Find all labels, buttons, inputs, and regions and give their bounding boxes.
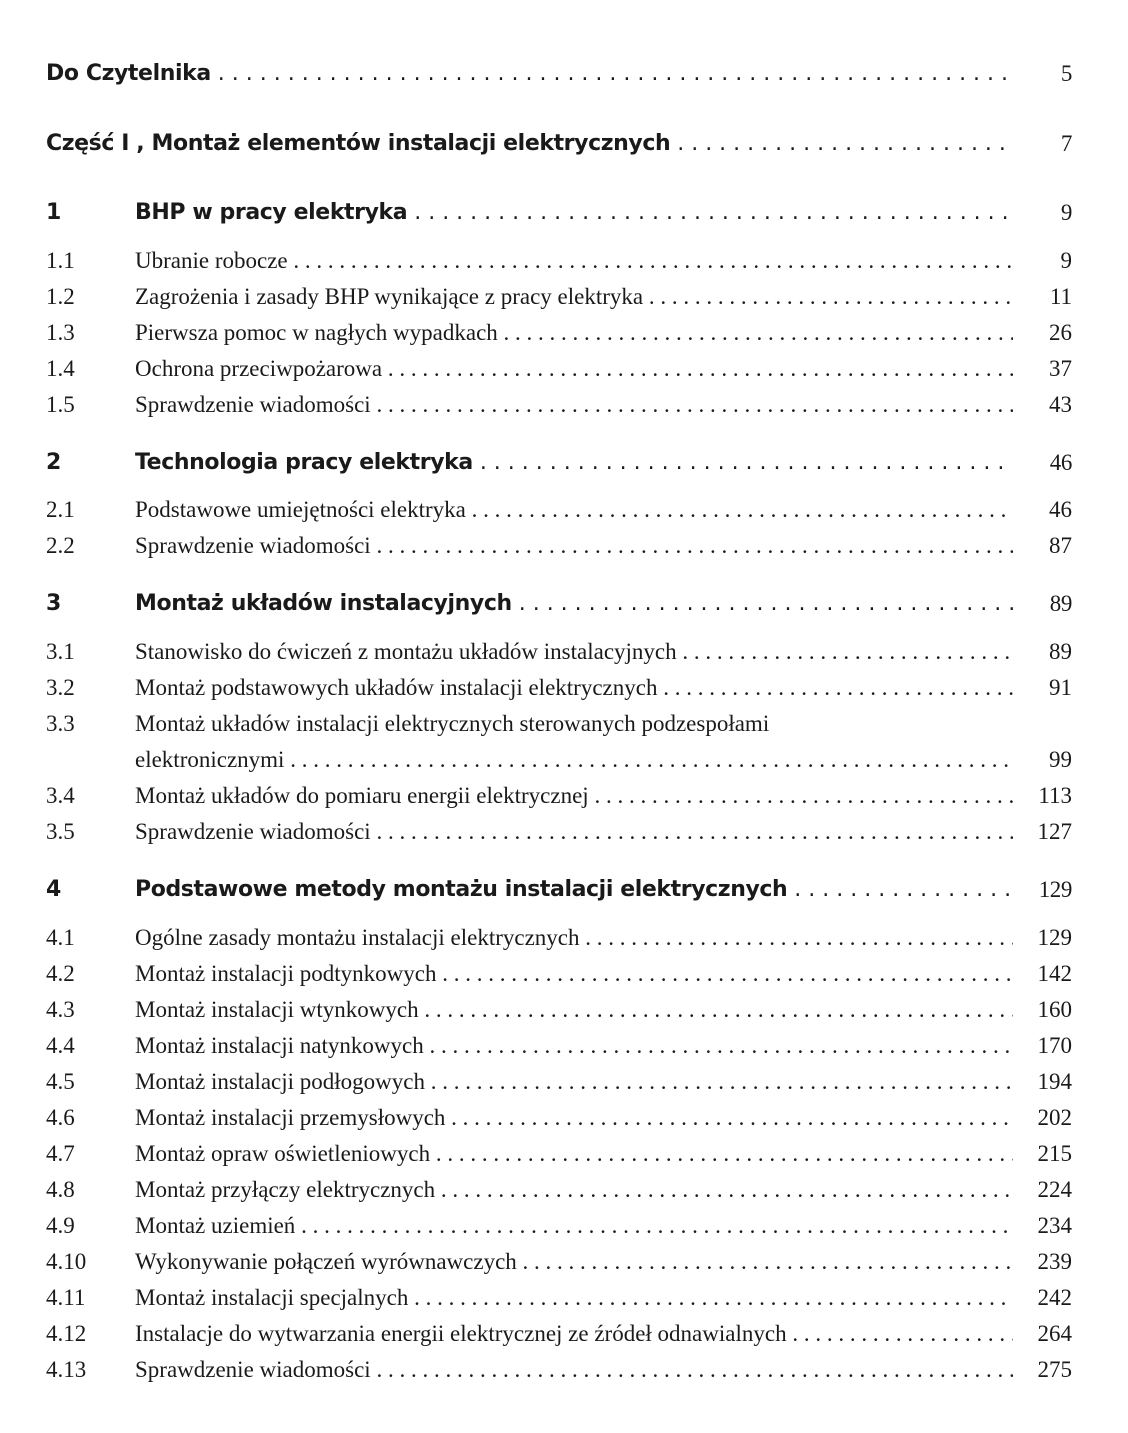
toc-chapter-title: Podstawowe metody montażu instalacji elektrycznych . . . (135, 872, 1013, 908)
toc-section-title-continued: elektronicznymi . . . (135, 742, 1013, 778)
toc-section-title: Montaż opraw oświetleniowych . . . (135, 1136, 1013, 1172)
toc-chapter-page: 9 (1060, 200, 1072, 225)
toc-entry-title: Do Czytelnika . . . (46, 56, 1013, 92)
toc-section-page: 129 (1037, 925, 1072, 950)
toc-section-number: 4.3 (46, 997, 75, 1022)
toc-entry-part (0, 126, 1128, 162)
toc-section-number: 4.8 (46, 1177, 75, 1202)
toc-section-title: Podstawowe umiejętności elektryka . . . (135, 492, 1013, 528)
toc-section-number: 4.2 (46, 961, 75, 986)
toc-section-page: 91 (1049, 675, 1072, 700)
toc-section-number: 2.1 (46, 497, 75, 522)
toc-section-number: 4.7 (46, 1141, 75, 1166)
toc-section-title: Montaż uziemień . . . (135, 1208, 1013, 1244)
toc-chapter-4 (0, 872, 1128, 908)
toc-chapter-2 (0, 445, 1128, 481)
toc-section-number: 4.5 (46, 1069, 75, 1094)
toc-section-title: Sprawdzenie wiadomości . . . (135, 814, 1013, 850)
toc-section (0, 1244, 1128, 1280)
toc-section (0, 279, 1128, 315)
toc-section-number: 3.4 (46, 783, 75, 808)
toc-chapter-1 (0, 195, 1128, 231)
toc-section-page: 202 (1037, 1105, 1072, 1130)
toc-section (0, 492, 1128, 528)
toc-section-page: 170 (1037, 1033, 1072, 1058)
toc-section-page: 127 (1037, 819, 1072, 844)
toc-section (0, 814, 1128, 850)
toc-section (0, 1064, 1128, 1100)
toc-section (0, 1100, 1128, 1136)
toc-section-number: 4.10 (46, 1249, 87, 1274)
toc-section-page: 239 (1037, 1249, 1072, 1274)
toc-section-number: 4.6 (46, 1105, 75, 1130)
toc-section-number: 4.13 (46, 1357, 87, 1382)
toc-section-title: Montaż instalacji wtynkowych . . . (135, 992, 1013, 1028)
toc-chapter-title: Technologia pracy elektryka . . . (135, 445, 1013, 481)
toc-section-page: 9 (1060, 248, 1072, 273)
toc-section-number: 4.9 (46, 1213, 75, 1238)
toc-section-title: Montaż podstawowych układów instalacji elektrycznych . . . (135, 670, 1013, 706)
toc-section-number: 4.12 (46, 1321, 87, 1346)
toc-section-title: Sprawdzenie wiadomości . . . (135, 387, 1013, 423)
toc-section (0, 992, 1128, 1028)
toc-section-page: 26 (1049, 320, 1072, 345)
toc-chapter-number: 2 (46, 450, 61, 475)
toc-section-title: Montaż instalacji podtynkowych . . . (135, 956, 1013, 992)
toc-section-title: Sprawdzenie wiadomości . . . (135, 528, 1013, 564)
toc-section-page: 37 (1049, 356, 1072, 381)
toc-section-title: Montaż układów instalacji elektrycznych sterowanych podzespołami (135, 711, 770, 736)
toc-chapter-page: 129 (1038, 877, 1072, 902)
toc-section-page: 11 (1049, 284, 1072, 309)
toc-section-number: 1.1 (46, 248, 75, 273)
toc-section-title: Montaż instalacji podłogowych . . . (135, 1064, 1013, 1100)
toc-section-title: Montaż przyłączy elektrycznych . . . (135, 1172, 1013, 1208)
toc-section-number: 2.2 (46, 533, 75, 558)
toc-section-number: 4.1 (46, 925, 75, 950)
toc-section-title: Montaż instalacji specjalnych . . . (135, 1280, 1013, 1316)
toc-section-page: 46 (1049, 497, 1072, 522)
toc-section-number: 4.4 (46, 1033, 75, 1058)
toc-section-page: 160 (1037, 997, 1072, 1022)
toc-section (0, 243, 1128, 279)
toc-section (0, 387, 1128, 423)
toc-section (0, 1028, 1128, 1064)
toc-section (0, 1136, 1128, 1172)
toc-section-page: 275 (1037, 1357, 1072, 1382)
toc-section-number: 3.3 (46, 711, 75, 736)
toc-chapter-page: 89 (1049, 591, 1072, 616)
toc-section (0, 1352, 1128, 1388)
toc-section-title: Ogólne zasady montażu instalacji elektrycznych . . . (135, 920, 1013, 956)
toc-section-page: 87 (1049, 533, 1072, 558)
toc-section-number: 1.4 (46, 356, 75, 381)
toc-section (0, 351, 1128, 387)
toc-section (0, 634, 1128, 670)
toc-section-continued (0, 742, 1128, 778)
toc-section (0, 1208, 1128, 1244)
toc-section-title: Instalacje do wytwarzania energii elektrycznej ze źródeł odnawialnych . . . (135, 1316, 1013, 1352)
toc-section (0, 670, 1128, 706)
toc-chapter-number: 4 (46, 877, 61, 902)
toc-section-title: Wykonywanie połączeń wyrównawczych . . . (135, 1244, 1013, 1280)
toc-section-number: 1.3 (46, 320, 75, 345)
toc-section-page: 89 (1049, 639, 1072, 664)
toc-section (0, 1172, 1128, 1208)
toc-entry-page: 5 (1060, 61, 1072, 86)
toc-section-title: Montaż instalacji przemysłowych . . . (135, 1100, 1013, 1136)
toc-section-page: 99 (1049, 747, 1072, 772)
toc-section-title: Pierwsza pomoc w nagłych wypadkach . . . (135, 315, 1013, 351)
toc-section-number: 3.5 (46, 819, 75, 844)
toc-section (0, 920, 1128, 956)
toc-section-title: Sprawdzenie wiadomości . . . (135, 1352, 1013, 1388)
toc-section-title: Montaż instalacji natynkowych . . . (135, 1028, 1013, 1064)
toc-section-number: 1.2 (46, 284, 75, 309)
toc-section-page: 224 (1037, 1177, 1072, 1202)
toc-section-title: Ochrona przeciwpożarowa . . . (135, 351, 1013, 387)
toc-section-page: 194 (1037, 1069, 1072, 1094)
toc-entry-page: 7 (1060, 131, 1072, 156)
toc-section (0, 1280, 1128, 1316)
toc-chapter-number: 3 (46, 591, 61, 616)
toc-entry-front (0, 56, 1128, 92)
toc-section-page: 242 (1037, 1285, 1072, 1310)
toc-section (0, 528, 1128, 564)
toc-section (0, 1316, 1128, 1352)
toc-section-page: 234 (1037, 1213, 1072, 1238)
toc-section-number: 4.11 (46, 1285, 86, 1310)
toc-section (0, 706, 1128, 742)
toc-chapter-title: BHP w pracy elektryka . . . (135, 195, 1013, 231)
toc-section-number: 3.2 (46, 675, 75, 700)
toc-chapter-page: 46 (1049, 450, 1072, 475)
toc-chapter-title: Montaż układów instalacyjnych . . . (135, 586, 1013, 622)
toc-section-title: Ubranie robocze . . . (135, 243, 1013, 279)
toc-section-page: 215 (1037, 1141, 1072, 1166)
toc-section (0, 315, 1128, 351)
toc-entry-title: Część I , Montaż elementów instalacji elektrycznych . . . (46, 126, 1013, 162)
toc-section-title: Montaż układów do pomiaru energii elektrycznej . . . (135, 778, 1013, 814)
toc-section-title: Stanowisko do ćwiczeń z montażu układów instalacyjnych . . . (135, 634, 1013, 670)
toc-section-page: 264 (1037, 1321, 1072, 1346)
toc-section-page: 113 (1038, 783, 1072, 808)
toc-section-title: Zagrożenia i zasady BHP wynikające z pracy elektryka . . . (135, 279, 1013, 315)
toc-section (0, 778, 1128, 814)
toc-section (0, 956, 1128, 992)
toc-section-page: 43 (1049, 392, 1072, 417)
toc-section-number: 3.1 (46, 639, 75, 664)
toc-section-page: 142 (1037, 961, 1072, 986)
toc-chapter-number: 1 (46, 200, 61, 225)
toc-section-number: 1.5 (46, 392, 75, 417)
toc-chapter-3 (0, 586, 1128, 622)
